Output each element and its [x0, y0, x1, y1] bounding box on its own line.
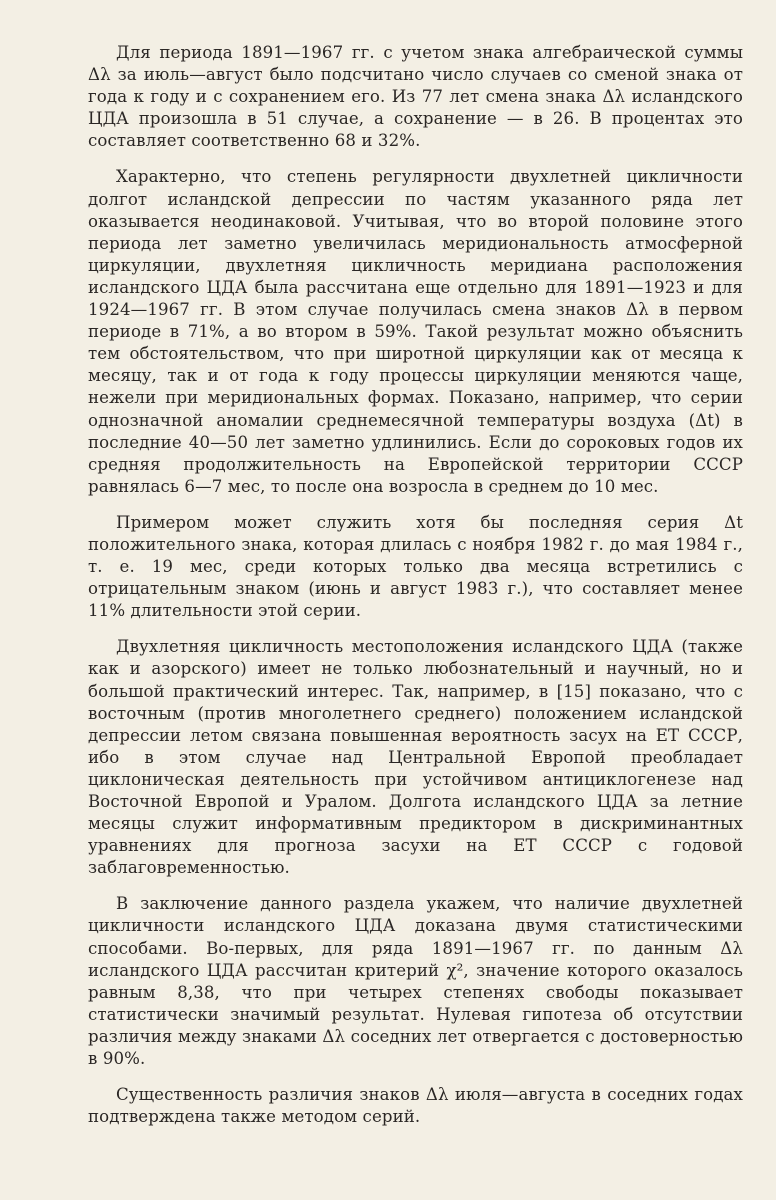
paragraph-3: Примером может служить хотя бы последняя серия Δt положительного знака, которая длилась с ноября 1982 г. до мая 1984 г., т. е. 19 мес, среди которых только два месяца встретились с отрицательным знаком (июнь и август 1983 г.), что составляет менее 11% длительности этой серии. [88, 512, 743, 621]
paragraph-4: Двухлетняя цикличность местоположения исландского ЦДА (также как и азорского) имеет не только любознательный и научный, но и большой практический интерес. Так, например, в [15] показано, что с восточным (против многолетнего среднего) положением исландской депрессии летом связана повышенная вероятность засух на ЕТ СССР, ибо в этом случае над Центральной Европой преобладает циклоническая деятельность при устойчивом антициклогенезе над Восточной Европой и Уралом. Долгота исландского ЦДА за летние месяцы служит информативным предиктором в дискриминантных уравнениях для прогноза засухи на ЕТ СССР с годовой заблаговременностью. [88, 637, 743, 878]
paragraph-5: В заключение данного раздела укажем, что наличие двухлетней цикличности исландского ЦДА доказана двумя статистическими способами. Во-первых, для ряда 1891—1967 гг. по данным Δλ исландского ЦДА рассчитан критерий χ², значение которого оказалось равным 8,38, что при четырех степенях свободы показывает статистически значимый результат. Нулевая гипотеза об отсутствии различия между знаками Δλ соседних лет отвергается с достоверностью в 90%. [88, 894, 743, 1069]
paragraph-6: Существенность различия знаков Δλ июля—августа в соседних годах подтверждена также методом серий. [88, 1085, 743, 1127]
paragraph-1: Для периода 1891—1967 гг. с учетом знака алгебраической суммы Δλ за июль—август было подсчитано число случаев со сменой знака от года к году и с сохранением его. Из 77 лет смена знака Δλ исландского ЦДА произошла в 51 случае, а сохранение — в 26. В процентах это составляет соответственно 68 и 32%. [88, 43, 743, 151]
page-text [88, 42, 743, 1142]
paragraph-2: Характерно, что степень регулярности двухлетней цикличности долгот исландской депрессии по частям указанного ряда лет оказывается неодинаковой. Учитывая, что во второй половине этого периода лет заметно увеличилась меридиональность атмосферной циркуляции, двухлетняя цикличность меридиана расположения исландского ЦДА была рассчитана еще отдельно для 1891—1923 и для 1924—1967 гг. В этом случае получилась смена знаков Δλ в первом периоде в 71%, а во втором в 59%. Такой результат можно объяснить тем обстоятельством, что при широтной циркуляции как от месяца к месяцу, так и от года к году процессы циркуляции меняются чаще, нежели при меридиональных формах. Показано, например, что серии однозначной аномалии среднемесячной температуры воздуха (Δt) в последние 40—50 лет заметно удлинились. Если до сороковых годов их средняя продолжительность на Европейской территории СССР равнялась 6—7 мес, то после она возросла в среднем до 10 мес. [88, 167, 743, 496]
